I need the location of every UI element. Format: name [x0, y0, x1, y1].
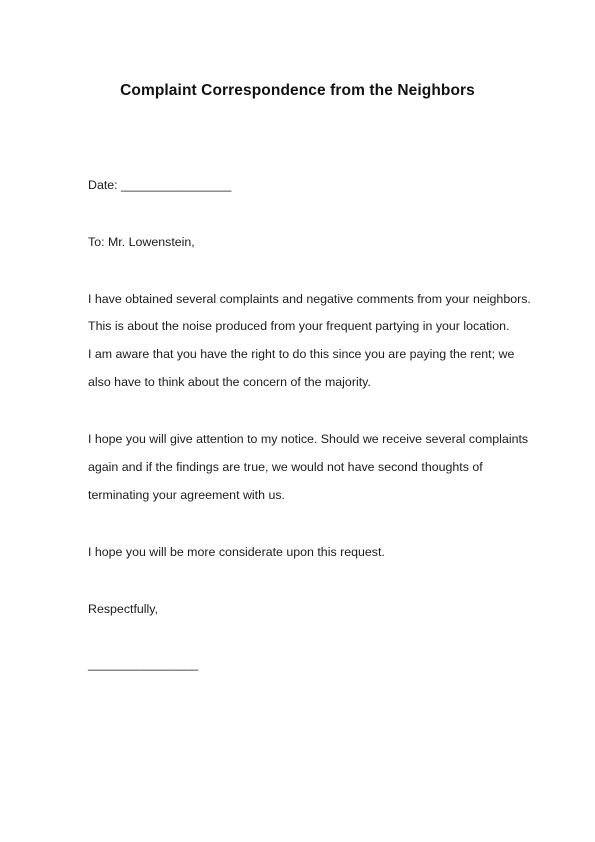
signature-line: ________________ — [88, 657, 199, 671]
recipient-line: To: Mr. Lowenstein, — [88, 235, 195, 249]
paragraph-line: This is about the noise produced from your frequent partying in your location. — [88, 319, 510, 333]
closing-salutation: Respectfully, — [88, 602, 159, 616]
paragraph-line: I am aware that you have the right to do this since you are paying the rent; we — [88, 347, 515, 361]
paragraph-line: also have to think about the concern of the majority. — [88, 375, 371, 389]
paragraph-line: I have obtained several complaints and negative comments from your neighbors. — [88, 292, 531, 306]
paragraph-line: terminating your agreement with us. — [88, 488, 285, 502]
paragraph-line: I hope you will give attention to my notice. Should we receive several complaints — [88, 432, 529, 446]
paragraph-line: I hope you will be more considerate upon this request. — [88, 545, 385, 559]
paragraph-line: again and if the findings are true, we would not have second thoughts of — [88, 460, 483, 474]
date-line: Date: ________________ — [88, 178, 232, 192]
page-title: Complaint Correspondence from the Neighbors — [120, 82, 475, 99]
